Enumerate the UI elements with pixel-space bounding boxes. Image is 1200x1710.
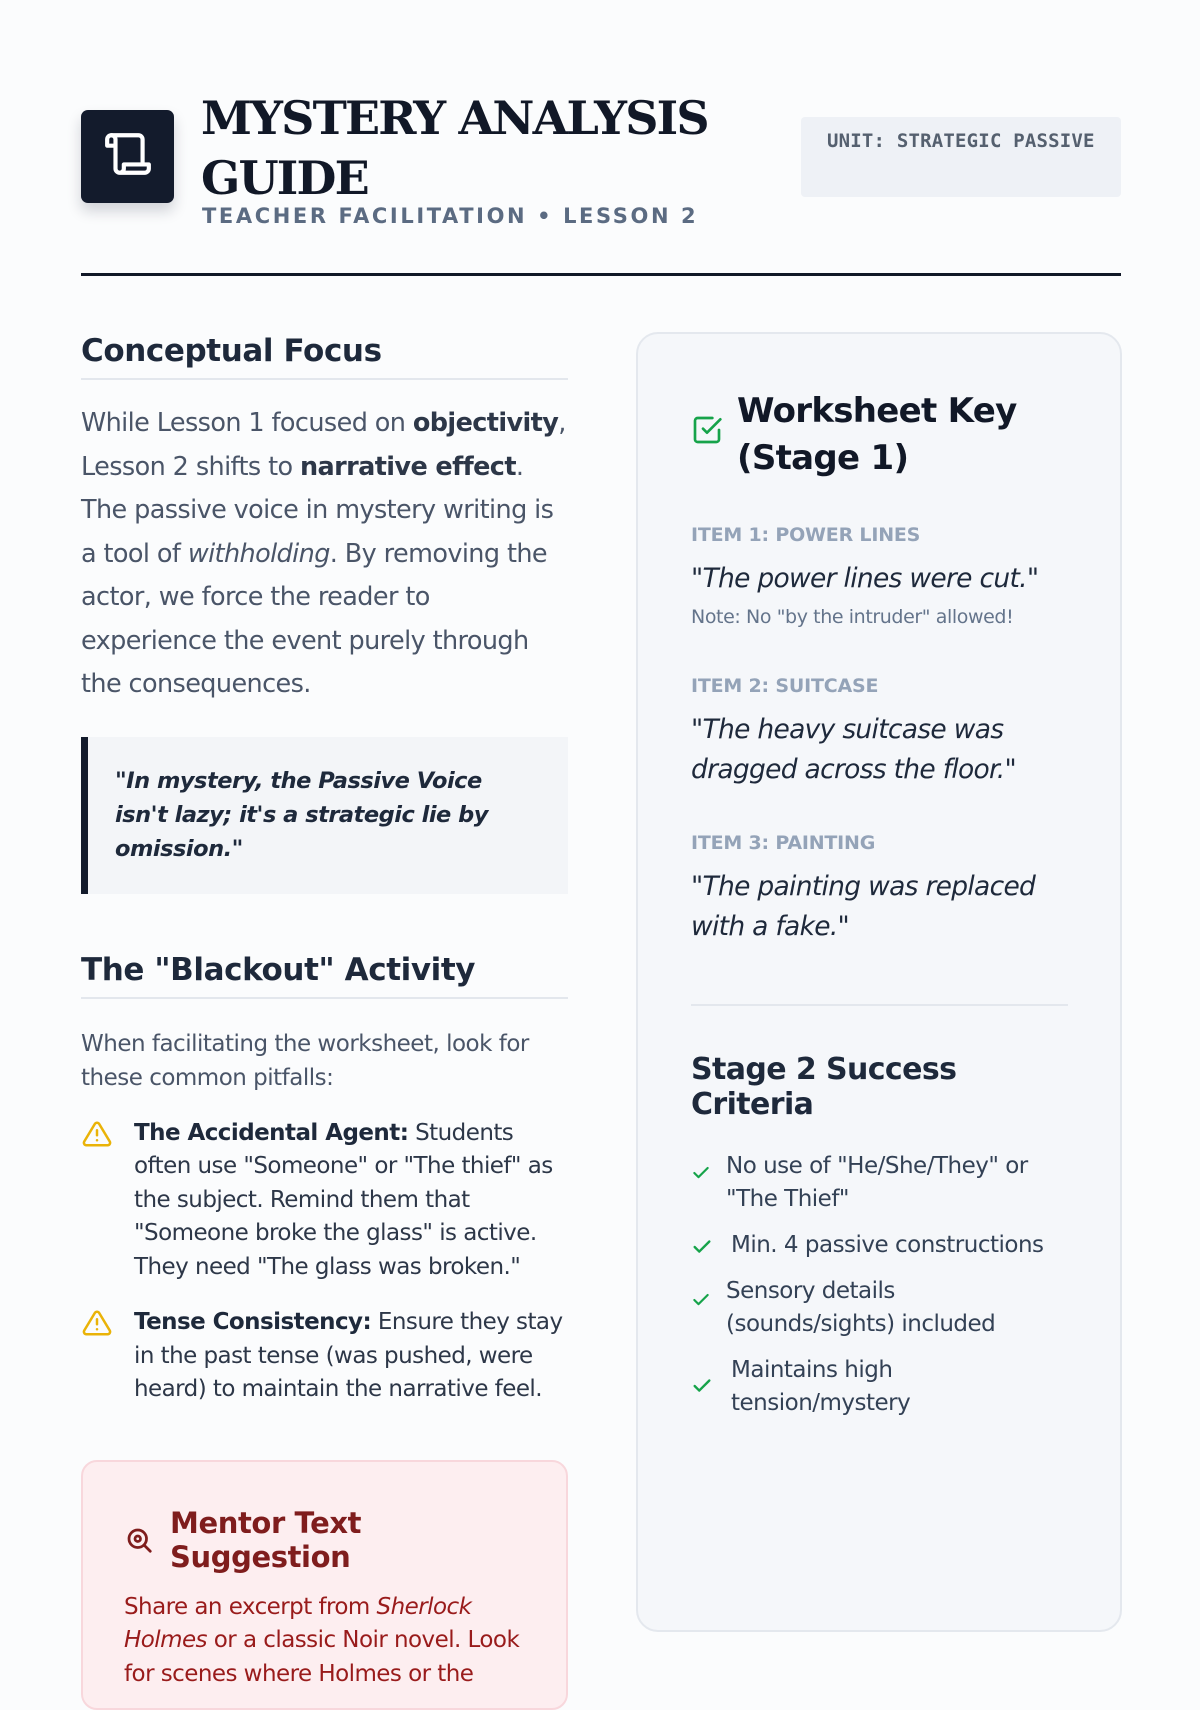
blackout-lead: When facilitating the worksheet, look for these common pitfalls: bbox=[81, 1030, 529, 1091]
pitfall-item bbox=[81, 1306, 568, 1407]
intro-text-1: While Lesson 1 focused on bbox=[81, 408, 413, 438]
check-square-icon bbox=[691, 414, 723, 451]
key-item-note: Note: No "by the intruder" allowed! bbox=[691, 606, 1014, 628]
key-item bbox=[691, 832, 1068, 947]
logo-badge bbox=[81, 110, 174, 203]
blackout-heading: The "Blackout" Activity bbox=[81, 952, 568, 999]
mentor-text-2: or a classic Noir novel. Look for scenes where Holmes or the bbox=[124, 1627, 520, 1687]
criteria-item bbox=[691, 1354, 1068, 1420]
key-item-answer: "The power lines were cut." bbox=[691, 563, 1039, 594]
worksheet-key-header bbox=[691, 388, 1068, 482]
criteria-text: Maintains high tension/mystery bbox=[731, 1357, 911, 1416]
pitfall-title: Tense Consistency: bbox=[134, 1309, 372, 1335]
intro-text-4: . By removing the actor, we force the reader to experience the event purely through the consequences. bbox=[81, 538, 548, 699]
search-icon bbox=[124, 1525, 154, 1555]
key-item-answer: "The heavy suitcase was dragged across the floor." bbox=[691, 714, 1017, 785]
unit-badge: UNIT: STRATEGIC PASSIVE bbox=[801, 117, 1121, 197]
pull-quote: "In mystery, the Passive Voice isn't lazy; it's a strategic lie by omission." bbox=[81, 737, 568, 894]
conceptual-focus-text bbox=[81, 402, 568, 707]
left-column bbox=[81, 333, 568, 1710]
key-item bbox=[691, 675, 1068, 790]
criteria-item bbox=[691, 1229, 1068, 1262]
scroll-icon bbox=[103, 128, 153, 185]
intro-text-3: . The passive voice in mystery writing is a tool of bbox=[81, 451, 554, 569]
worksheet-key-heading: Worksheet Key (Stage 1) bbox=[737, 391, 1017, 478]
criteria-item bbox=[691, 1150, 1068, 1216]
pitfall-text: Ensure they stay in the past tense (was pushed, were heard) to maintain the narrative feel. bbox=[134, 1309, 563, 1402]
check-icon bbox=[691, 1287, 711, 1320]
criteria-text: No use of "He/She/They" or "The Thief" bbox=[726, 1153, 1028, 1212]
pitfall-text: Students often use "Someone" or "The thief" as the subject. Remind them that "Someone broke the glass" is active. They need "The glass was broken." bbox=[134, 1119, 553, 1280]
criteria-text: Sensory details (sounds/sights) included bbox=[726, 1278, 996, 1337]
key-item-answer: "The painting was replaced with a fake." bbox=[691, 871, 1036, 942]
panel-divider bbox=[691, 1004, 1068, 1006]
criteria-item bbox=[691, 1275, 1068, 1341]
key-item-label: ITEM 1: POWER LINES bbox=[691, 524, 921, 546]
mentor-text bbox=[124, 1591, 527, 1692]
pitfall-title: The Accidental Agent: bbox=[134, 1119, 409, 1146]
key-item bbox=[691, 524, 1068, 628]
stage2-heading: Stage 2 Success Criteria bbox=[691, 1052, 957, 1122]
mentor-text-1: Share an excerpt from bbox=[124, 1593, 377, 1620]
intro-bold-narrative: narrative effect bbox=[299, 451, 516, 482]
mentor-heading-label: Mentor Text Suggestion bbox=[170, 1505, 362, 1574]
mentor-text-card bbox=[81, 1460, 568, 1710]
header-divider bbox=[81, 273, 1121, 276]
mentor-heading bbox=[124, 1506, 527, 1574]
page-subtitle: TEACHER FACILITATION • LESSON 2 bbox=[202, 204, 699, 228]
key-item-label: ITEM 2: SUITCASE bbox=[691, 675, 879, 697]
warning-icon bbox=[81, 1119, 113, 1160]
intro-italic-withholding: withholding bbox=[187, 538, 330, 569]
page-header bbox=[81, 88, 1121, 278]
page-title: MYSTERY ANALYSIS GUIDE bbox=[201, 91, 708, 205]
pitfall-item bbox=[81, 1117, 568, 1285]
conceptual-focus-heading: Conceptual Focus bbox=[81, 333, 568, 380]
check-icon bbox=[691, 1235, 713, 1268]
criteria-text: Min. 4 passive constructions bbox=[731, 1232, 1044, 1258]
check-icon bbox=[691, 1374, 713, 1407]
key-item-label: ITEM 3: PAINTING bbox=[691, 832, 876, 854]
intro-text-2: , Lesson 2 shifts to bbox=[81, 408, 566, 482]
worksheet-key-panel bbox=[636, 332, 1122, 1632]
check-icon bbox=[691, 1160, 711, 1193]
mentor-italic-title: Sherlock Holmes bbox=[124, 1593, 472, 1653]
intro-bold-objectivity: objectivity bbox=[412, 408, 559, 438]
warning-icon bbox=[81, 1308, 113, 1349]
